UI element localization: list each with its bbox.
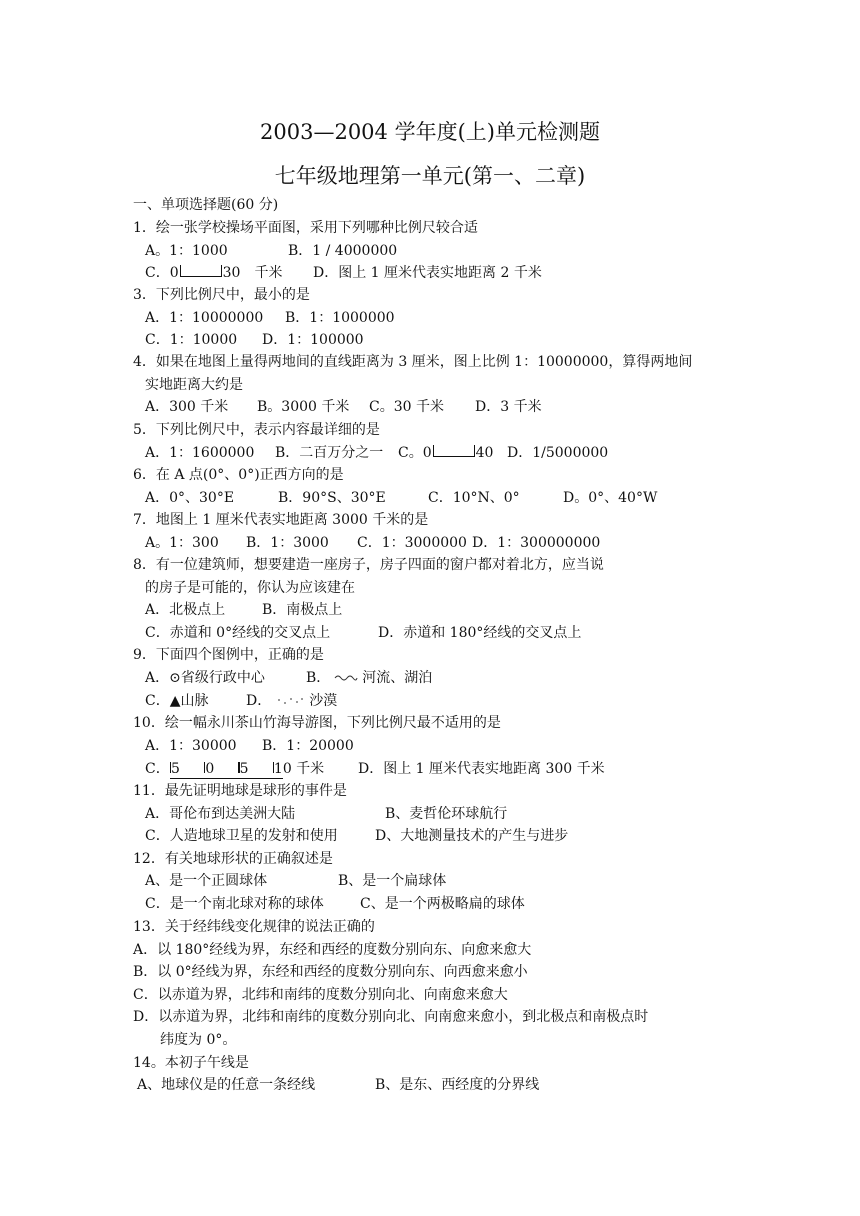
question-5-option-b: B．二百万分之一	[275, 445, 384, 461]
section-heading: 一、单项选择题(60 分)	[133, 197, 279, 213]
river-symbol-icon	[334, 673, 358, 683]
question-11-option-b: B、麦哲伦环球航行	[385, 806, 508, 822]
question-9-option-a: A．⊙省级行政中心	[145, 670, 265, 686]
question-12-option-d: C、是一个两极略扁的球体	[360, 896, 525, 912]
question-5-stem: 5．下列比例尺中，表示内容最详细的是	[133, 422, 380, 438]
question-14-option-a: A、地球仪是的任意一条经线	[137, 1077, 316, 1093]
question-5-option-a: A．1：1600000	[145, 445, 255, 461]
question-13-option-b: B．以 0°经线为界，东经和西经的度数分别向东、向西愈来愈小	[133, 964, 528, 980]
scale-bar-icon	[180, 265, 222, 277]
question-3-option-b: B．1：1000000	[285, 310, 395, 326]
option-b-label: B．	[306, 670, 331, 686]
question-14-stem: 14。本初子午线是	[133, 1055, 249, 1071]
question-7-option-a: A。1：300	[145, 535, 219, 551]
question-10-option-c	[145, 760, 324, 779]
option-c-suffix: 40	[475, 445, 494, 461]
question-4-option-d: D．3 千米	[475, 399, 542, 415]
question-4-stem: 4．如果在地图上量得两地间的直线距离为 3 厘米，图上比例 1：10000000，算得两地间	[133, 354, 693, 370]
question-11-stem: 11．最先证明地球是球形的事件是	[133, 783, 347, 799]
question-8-option-c: C．赤道和 0°经线的交叉点上	[145, 625, 331, 641]
question-6-option-c: C．10°N、0°	[428, 490, 520, 506]
option-d-label: D．	[246, 693, 272, 709]
option-d-text: 沙漠	[309, 693, 338, 709]
question-8-option-a: A．北极点上	[145, 602, 226, 618]
question-7-option-b: B．1：3000	[246, 535, 329, 551]
question-8-option-b: B．南极点上	[262, 602, 343, 618]
option-b-text: 河流、湖泊	[362, 670, 433, 686]
question-1-option-a: A。1：1000	[145, 243, 228, 259]
option-c-suffix: 0 千米	[282, 761, 325, 777]
question-3-option-d: D．1：100000	[262, 332, 364, 348]
question-12-option-a: A、是一个正圆球体	[145, 873, 268, 889]
question-8-option-d: D．赤道和 180°经线的交叉点上	[378, 625, 582, 641]
option-c-prefix: C。0	[398, 445, 432, 461]
question-6-option-d: D。0°、40°W	[563, 490, 658, 506]
question-7-stem: 7．地图上 1 厘米代表实地距离 3000 千米的是	[133, 512, 429, 528]
question-12-option-c: C．是一个南北球对称的球体	[145, 896, 324, 912]
question-4-option-a: A．300 千米	[145, 399, 229, 415]
question-9-option-b	[306, 669, 432, 687]
question-10-stem: 10．绘一幅永川茶山竹海导游图，下列比例尺最不适用的是	[133, 715, 501, 731]
question-6-stem: 6．在 A 点(0°、0°)正西方向的是	[133, 467, 344, 483]
question-1-option-c	[145, 264, 282, 282]
question-14-option-b: B、是东、西经度的分界线	[375, 1077, 540, 1093]
scale-number: 0	[205, 761, 215, 777]
question-11-option-a: A．哥伦布到达美洲大陆	[145, 806, 296, 822]
option-c-prefix: C．	[145, 761, 170, 777]
question-3-option-a: A．1：10000000	[145, 310, 264, 326]
question-5-option-c	[398, 444, 493, 462]
question-6-option-b: B．90°S、30°E	[278, 490, 386, 506]
question-4-option-c: C。30 千米	[369, 399, 444, 415]
question-13-stem: 13．关于经纬线变化规律的说法正确的	[133, 919, 375, 935]
question-3-option-c: C．1：10000	[145, 332, 238, 348]
page-subtitle: 七年级地理第一单元(第一、二章)	[274, 164, 586, 188]
question-6-option-a: A．0°、30°E	[145, 490, 235, 506]
question-10-option-d: D．图上 1 厘米代表实地距离 300 千米	[358, 761, 605, 777]
page-title: 2003—2004 学年度(上)单元检测题	[260, 120, 600, 144]
question-10-option-b: B．1：20000	[262, 738, 354, 754]
question-9-option-d	[246, 692, 337, 710]
question-8-stem-line2: 的房子是可能的，你认为应该建在	[145, 580, 355, 596]
question-13-option-c: C．以赤道为界，北纬和南纬的度数分别向北、向南愈来愈大	[133, 987, 508, 1003]
question-5-option-d: D．1/5000000	[507, 445, 609, 461]
question-9-stem: 9．下面四个图例中，正确的是	[133, 647, 324, 663]
question-13-option-d-line2: 纬度为 0°。	[160, 1032, 237, 1048]
question-8-stem: 8．有一位建筑师，想要建造一座房子，房子四面的窗户都对着北方，应当说	[133, 557, 604, 573]
question-13-option-d: D．以赤道为界，北纬和南纬的度数分别向北、向南愈来愈小，到北极点和南极点时	[133, 1009, 649, 1025]
question-1-option-d: D．图上 1 厘米代表实地距离 2 千米	[313, 265, 542, 281]
question-11-option-d: D、大地测量技术的产生与进步	[375, 828, 569, 844]
question-12-stem: 12．有关地球形状的正确叙述是	[133, 851, 333, 867]
question-11-option-c: C．人造地球卫星的发射和使用	[145, 828, 338, 844]
question-4-option-b: B。3000 千米	[257, 399, 350, 415]
question-7-option-d: D．1：300000000	[472, 535, 601, 551]
scale-bar-icon	[433, 445, 475, 457]
scale-bar-segmented	[170, 760, 283, 779]
question-10-option-a: A．1：30000	[145, 738, 237, 754]
question-1-stem: 1．绘一张学校操场平面图，采用下列哪种比例尺较合适	[133, 220, 478, 236]
question-1-option-b: B．1 / 4000000	[288, 243, 398, 259]
question-7-option-c: C．1：3000000	[357, 535, 467, 551]
scale-number: 5	[239, 761, 249, 777]
question-9-option-c: C．▲山脉	[145, 693, 209, 709]
question-12-option-b: B、是一个扁球体	[338, 873, 447, 889]
scale-number: 5	[171, 761, 180, 777]
option-c-prefix: C．0	[145, 265, 179, 281]
scale-number: 1	[273, 761, 283, 777]
question-4-stem-line2: 实地距离大约是	[145, 377, 243, 393]
option-c-suffix: 30 千米	[222, 265, 283, 281]
question-13-option-a: A．以 180°经线为界，东经和西经的度数分别向东、向愈来愈大	[133, 942, 532, 958]
question-3-stem: 3．下列比例尺中，最小的是	[133, 287, 310, 303]
desert-symbol-icon	[275, 696, 305, 706]
